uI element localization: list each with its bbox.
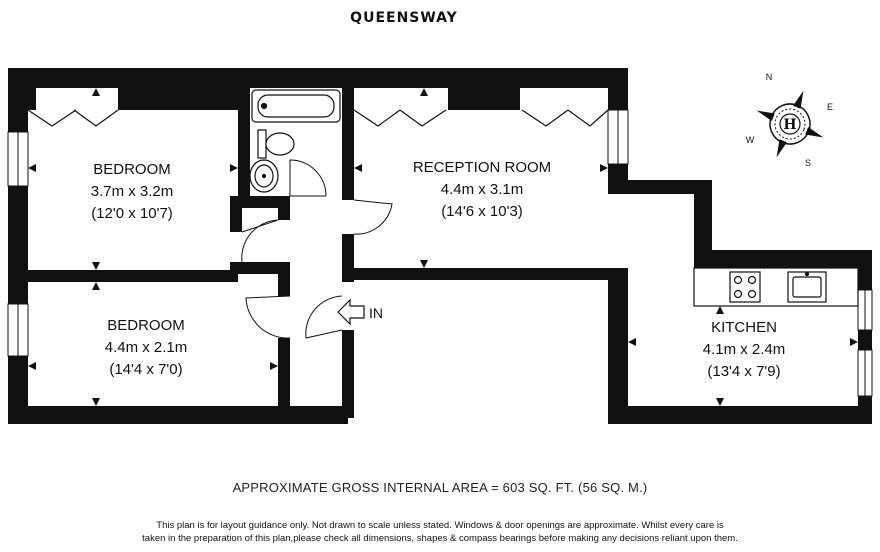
top-wall-inner-reception bbox=[448, 88, 520, 110]
bathroom-right-wall bbox=[342, 88, 354, 160]
dimension-arrows bbox=[28, 88, 858, 406]
arrow-bedroom2-right bbox=[270, 362, 278, 370]
compass-s: S bbox=[804, 158, 812, 168]
compass-north-point bbox=[793, 89, 807, 109]
arrow-bedroom1-top bbox=[92, 88, 100, 96]
top-wall-corner bbox=[28, 88, 36, 110]
arrow-kitchen-top bbox=[716, 306, 724, 314]
hob-ring-4 bbox=[749, 291, 756, 298]
entrance-marker bbox=[338, 300, 383, 324]
compass-w: W bbox=[745, 135, 755, 145]
arrow-bedroom2-bottom bbox=[92, 398, 100, 406]
bedroom1-imperial: (12'0 x 10'7) bbox=[91, 205, 173, 222]
reception-bottom-wall bbox=[342, 268, 612, 280]
disclaimer-line-2: taken in the preparation of this plan,please check all dimensions, shapes & compass bearings before making any decisions reliant upon them. bbox=[142, 533, 738, 544]
arrow-reception-left bbox=[354, 164, 362, 172]
kitchen-sink-basin bbox=[793, 277, 821, 297]
top-wall bbox=[8, 68, 628, 88]
kitchen-name: KITCHEN bbox=[711, 319, 777, 336]
bedroom2-imperial: (14'4 x 7'0) bbox=[109, 361, 183, 378]
bathtub-inner bbox=[258, 95, 334, 117]
entrance-label: IN bbox=[369, 305, 383, 321]
arrow-bedroom2-top bbox=[92, 282, 100, 290]
compass-rose-icon bbox=[743, 77, 837, 171]
bathroom-left-wall bbox=[238, 88, 250, 208]
reception-metric: 4.4m x 3.1m bbox=[440, 181, 524, 198]
reception-imperial: (14'6 x 10'3) bbox=[441, 203, 523, 220]
hob bbox=[730, 272, 760, 302]
hob-ring-2 bbox=[749, 277, 756, 284]
arrow-bedroom1-bottom bbox=[92, 262, 100, 270]
hob-ring-1 bbox=[735, 277, 742, 284]
arrow-bedroom2-left bbox=[28, 362, 36, 370]
kitchen-top-wall-b bbox=[694, 180, 712, 260]
bedroom2-metric: 4.4m x 2.1m bbox=[104, 339, 188, 356]
gross-internal-area: APPROXIMATE GROSS INTERNAL AREA = 603 SQ. FT. (56 SQ. M.) bbox=[232, 480, 648, 495]
entrance-arrow-icon bbox=[338, 300, 364, 324]
hall-wall-stub2 bbox=[278, 274, 290, 296]
kitchen-left-wall bbox=[608, 268, 628, 424]
tap bbox=[806, 273, 809, 276]
compass-center-letter: H bbox=[783, 117, 797, 133]
compass-south-point bbox=[773, 139, 787, 159]
arrow-reception-right bbox=[600, 164, 608, 172]
arrow-kitchen-right bbox=[850, 338, 858, 346]
top-wall-inner-bedroom bbox=[118, 88, 238, 110]
kitchen-right-wall bbox=[858, 250, 872, 424]
kitchen-counter bbox=[694, 268, 858, 306]
kitchen-bottom-wall bbox=[608, 406, 872, 424]
bedroom2-right-wall bbox=[278, 338, 290, 418]
arrow-kitchen-bottom bbox=[716, 398, 724, 406]
reception-name: RECEPTION ROOM bbox=[412, 159, 552, 176]
bath-plug bbox=[262, 104, 267, 109]
street-name: QUEENSWAY bbox=[350, 10, 458, 26]
kitchen-fixtures bbox=[694, 268, 858, 306]
arrow-bedroom1-right bbox=[230, 164, 238, 172]
hall-wall-mid bbox=[230, 262, 290, 274]
toilet bbox=[266, 133, 294, 155]
left-wall bbox=[8, 68, 28, 424]
disclaimer-line-1: This plan is for layout guidance only. Not drawn to scale unless stated. Windows & door openings are approximate. Whilst every care is bbox=[156, 520, 724, 531]
entrance-bottom bbox=[290, 406, 348, 424]
kitchen-metric: 4.1m x 2.4m bbox=[702, 341, 786, 358]
bedroom1-metric: 3.7m x 3.2m bbox=[90, 183, 174, 200]
entrance-wall bbox=[342, 330, 354, 418]
compass-west-point bbox=[755, 107, 775, 121]
bedroom1-name: BEDROOM bbox=[93, 161, 171, 178]
arrow-bedroom1-left bbox=[28, 164, 36, 172]
kitchen-imperial: (13'4 x 7'9) bbox=[707, 363, 781, 380]
toilet-cistern bbox=[258, 130, 266, 158]
arrow-reception-top bbox=[420, 88, 428, 96]
bathroom-fixtures bbox=[250, 90, 340, 192]
hob-ring-3 bbox=[735, 291, 742, 298]
disclaimer bbox=[0, 519, 880, 545]
bedroom2-name: BEDROOM bbox=[107, 317, 185, 334]
hall-wall-stub bbox=[278, 196, 290, 220]
compass-n: N bbox=[765, 72, 773, 82]
arrow-reception-bottom bbox=[420, 260, 428, 268]
compass-east-point bbox=[805, 127, 825, 141]
arrow-kitchen-left bbox=[628, 338, 636, 346]
kitchen-top-wall bbox=[694, 250, 872, 268]
sink-drain bbox=[263, 175, 266, 178]
hall-wall-upper bbox=[230, 196, 242, 232]
bedroom-divider-wall bbox=[28, 270, 238, 282]
compass-e: E bbox=[826, 102, 834, 112]
reception-left-wall-upper bbox=[342, 160, 354, 200]
